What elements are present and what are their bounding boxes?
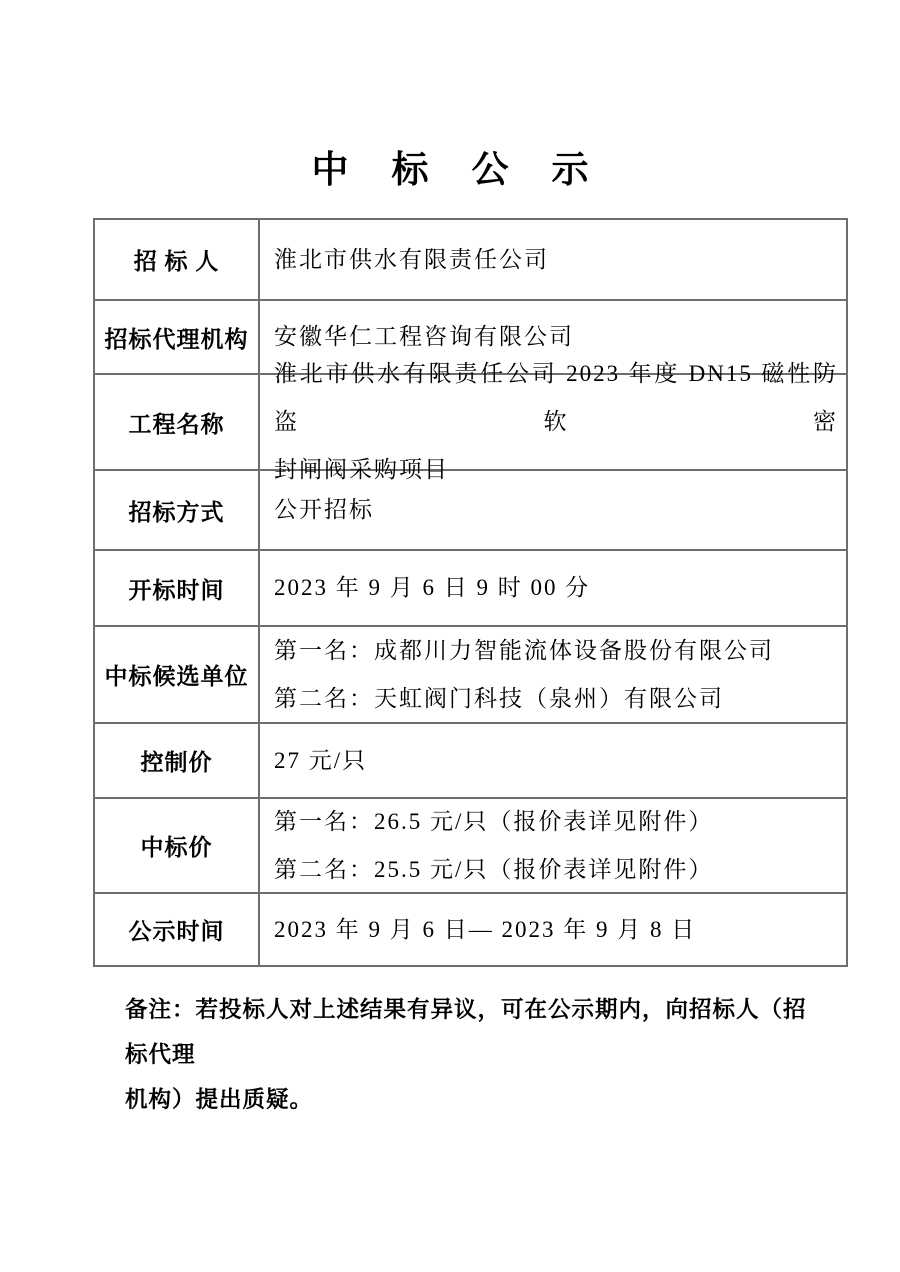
row-value-line: 公开招标 <box>274 497 374 522</box>
row-value-line: 安徽华仁工程咨询有限公司 <box>274 324 574 349</box>
row-value <box>260 361 846 482</box>
row-label: 招 标 人 <box>95 220 260 299</box>
row-value <box>260 799 846 892</box>
row-value <box>260 471 846 549</box>
row-value-line: 第一名：26.5 元/只（报价表详见附件） <box>274 808 714 834</box>
row-label: 招标方式 <box>95 471 260 549</box>
remark-note-line: 机构）提出质疑。 <box>125 1087 314 1112</box>
row-value-line: 2023 年 9 月 6 日— 2023 年 9 月 8 日 <box>274 916 697 942</box>
row-label: 控制价 <box>95 724 260 797</box>
bid-result-table <box>93 218 848 967</box>
row-value-line: 第二名：天虹阀门科技（泉州）有限公司 <box>274 685 724 711</box>
row-opening-time <box>95 549 846 625</box>
row-control-price <box>95 722 846 797</box>
row-label: 工程名称 <box>95 375 260 469</box>
row-value-line: 2023 年 9 月 6 日 9 时 00 分 <box>274 575 591 600</box>
row-label: 开标时间 <box>95 551 260 625</box>
row-value <box>260 627 846 722</box>
row-label: 中标价 <box>95 799 260 892</box>
row-winning-price <box>95 797 846 892</box>
remark-note <box>125 987 815 1122</box>
row-label: 公示时间 <box>95 894 260 965</box>
row-value <box>260 220 846 299</box>
row-value-line: 封闸阀采购项目 <box>274 457 449 482</box>
row-value-line: 淮北市供水有限责任公司 2023 年度 DN15 磁性防盗软密 <box>274 361 838 434</box>
row-label: 中标候选单位 <box>95 627 260 722</box>
row-value <box>260 551 846 625</box>
row-value-line: 27 元/只 <box>274 747 368 773</box>
row-value <box>260 894 846 965</box>
page-title: 中标公示 <box>311 149 632 190</box>
remark-note-line: 备注：若投标人对上述结果有异议，可在公示期内，向招标人（招标代理 <box>125 997 807 1067</box>
row-value-line: 第一名：成都川力智能流体设备股份有限公司 <box>274 637 774 663</box>
row-project-name <box>95 361 846 482</box>
row-publicity-period <box>95 892 846 965</box>
row-label: 招标代理机构 <box>95 301 260 373</box>
row-value-line: 淮北市供水有限责任公司 <box>274 246 549 272</box>
row-value <box>260 724 846 797</box>
row-bid-method <box>95 469 846 549</box>
row-candidates <box>95 625 846 722</box>
row-value-line: 第二名：25.5 元/只（报价表详见附件） <box>274 856 714 882</box>
row-tenderer <box>95 220 846 299</box>
